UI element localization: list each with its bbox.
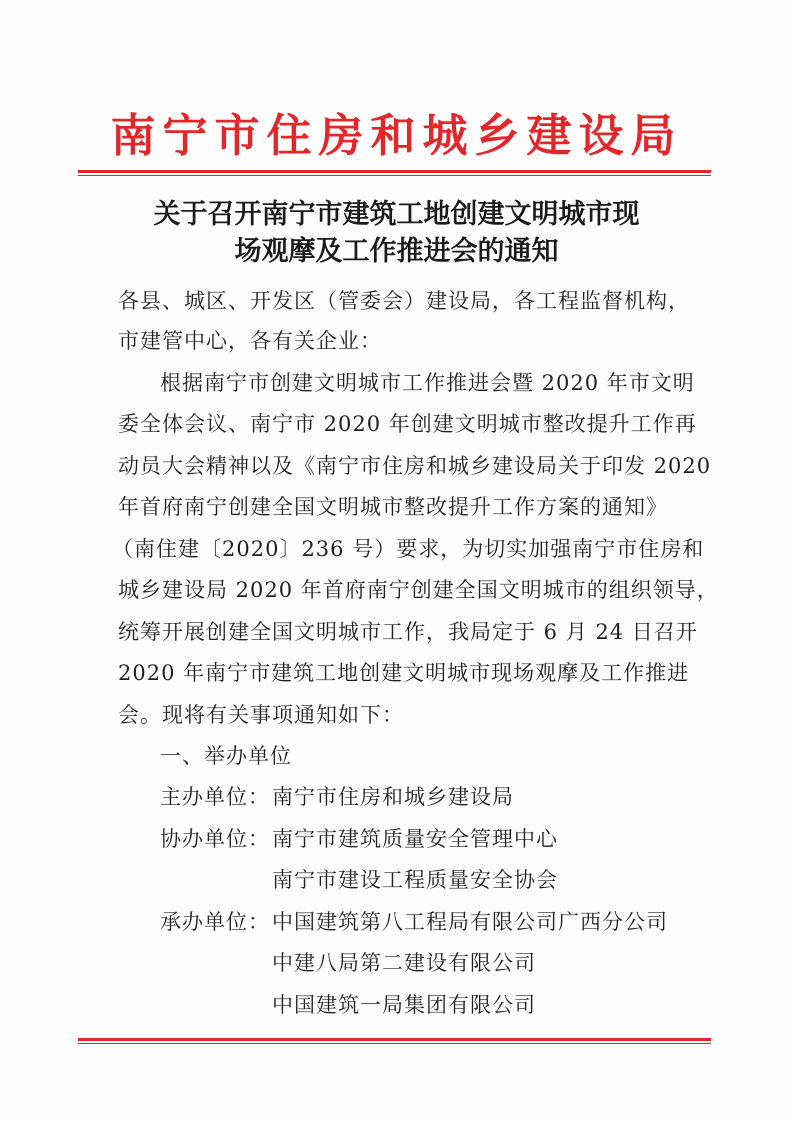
paragraph-line: 委全体会议、南宁市 2020 年创建文明城市整改提升工作再	[118, 412, 697, 436]
section-heading: 一、举办单位	[160, 744, 292, 768]
paragraph-line: 年首府南宁创建全国文明城市整改提升工作方案的通知》	[118, 495, 668, 519]
paragraph-line: 根据南宁市创建文明城市工作推进会暨 2020 年市文明	[160, 371, 695, 395]
undertaker-label: 承办单位：	[160, 910, 270, 934]
paragraph-line: 会。现将有关事项通知如下：	[118, 703, 404, 727]
paragraph-line: 2020 年南宁市建筑工地创建文明城市现场观摩及工作推进	[118, 661, 690, 685]
undertaker-unit: 中国建筑第八工程局有限公司广西分公司	[272, 910, 668, 934]
org-header-title: 南宁市住房和城乡建设局	[110, 109, 683, 162]
document-title-line: 场观摩及工作推进会的通知	[234, 236, 559, 267]
paragraph-line: 动员大会精神以及《南宁市住房和城乡建设局关于印发 2020	[118, 454, 712, 478]
host-unit: 南宁市住房和城乡建设局	[272, 785, 514, 809]
paragraph-line: 城乡建设局 2020 年首府南宁创建全国文明城市的组织领导，	[118, 578, 719, 602]
header-red-rule-thin	[78, 175, 711, 176]
addressee-line: 各县、城区、开发区（管委会）建设局，各工程监督机构，	[118, 289, 690, 313]
document-title-line: 关于召开南宁市建筑工地创建文明城市现	[153, 199, 640, 230]
co-host-unit: 南宁市建筑质量安全管理中心	[272, 827, 558, 851]
undertaker-unit: 中建八局第二建设有限公司	[272, 951, 536, 975]
footer-red-rule-thin	[78, 1043, 711, 1044]
co-host-label: 协办单位：	[160, 827, 270, 851]
header-red-rule	[78, 170, 711, 173]
host-label: 主办单位：	[160, 785, 270, 809]
paragraph-line: 统筹开展创建全国文明城市工作，我局定于 6 月 24 日召开	[118, 620, 698, 644]
footer-red-rule	[78, 1038, 711, 1041]
document-title	[0, 196, 793, 270]
paragraph-line: （南住建〔2020〕236 号）要求，为切实加强南宁市住房和	[112, 537, 705, 561]
undertaker-unit: 中国建筑一局集团有限公司	[272, 993, 536, 1017]
co-host-unit: 南宁市建设工程质量安全协会	[272, 868, 558, 892]
addressee-line: 市建管中心，各有关企业：	[118, 329, 382, 353]
